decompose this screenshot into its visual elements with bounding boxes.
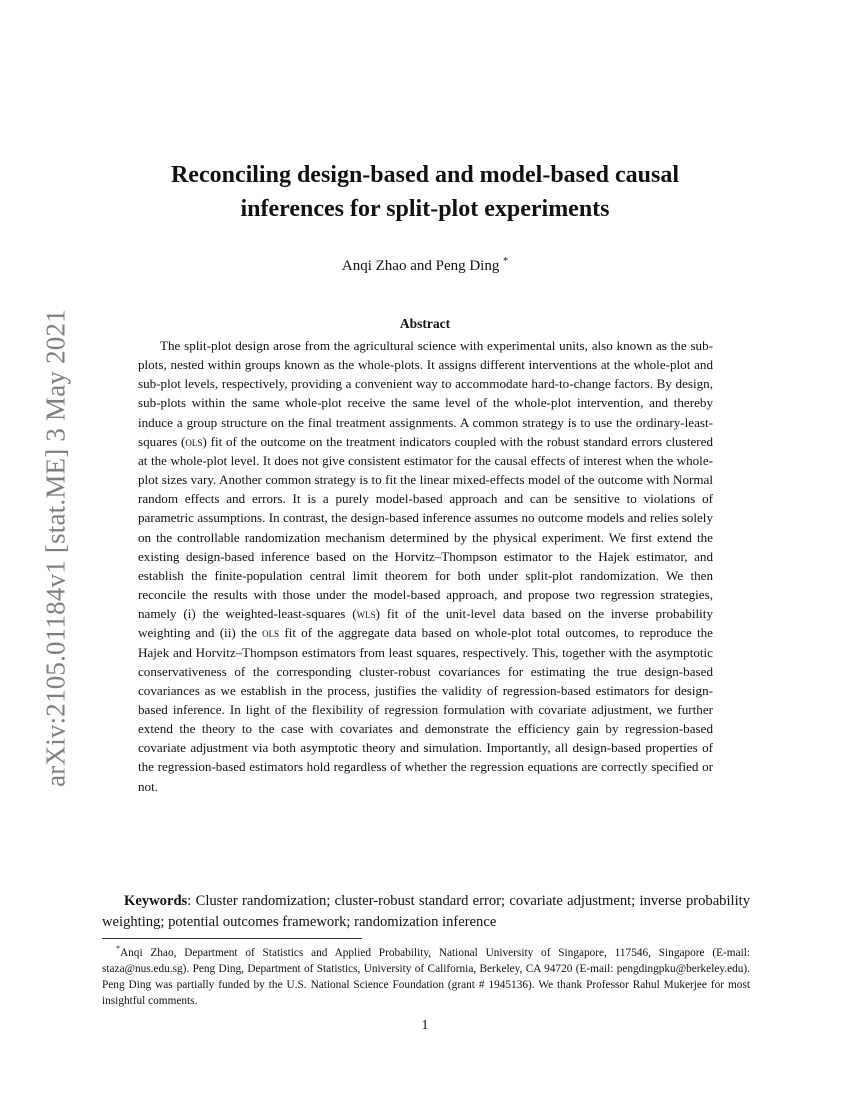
- keywords-paragraph: [102, 891, 750, 933]
- footnote-mark: *: [116, 944, 120, 953]
- abstract-acronym-wls: wls: [356, 606, 376, 622]
- abstract-text-part-1: The split-plot design arose from the agricultural science with experimental units, also known as the sub-plots, nested within groups known as the whole-plots. It assigns different interventions at the whole-plot and sub-plot levels, respectively, providing a convenient way to accommodate hard-to-change factors. By design, sub-plots within the same whole-plot receive the same level of the whole-plot intervention, and thereby induce a group structure on the final treatment assignments. A common strategy is to use the ordinary-least-squares (: [138, 338, 713, 449]
- abstract-body: [138, 336, 713, 796]
- keywords-label: Keywords: [124, 893, 188, 909]
- abstract-acronym-ols: ols: [185, 433, 203, 449]
- author-footnote-mark: *: [503, 256, 509, 267]
- abstract-acronym-ols-2: ols: [262, 625, 280, 641]
- author-names: Anqi Zhao and Peng Ding: [341, 258, 500, 274]
- paper-title: [100, 158, 750, 226]
- author-footnote: [102, 941, 750, 1010]
- author-line: [100, 252, 750, 276]
- abstract-text-part-2: ) fit of the outcome on the treatment indicators coupled with the robust standard errors clustered at the whole-plot level. It does not give consistent estimator for the causal effects of interest when the whole-plot sizes vary. Another common strategy is to fit the linear mixed-effects model of the outcome with Normal random effects and errors. It is a purely model-based approach and can be sensitive to violations of parametric assumptions. In contrast, the design-based inference assumes no outcome models and relies solely on the controllable randomization mechanism determined by the physical experiment. We first extend the existing design-based inference based on the Horvitz–Thompson estimator to the Hajek estimator, and establish the finite-population central limit theorem for both under split-plot randomization. We then reconcile the results with those under the model-based approach, and propose two regression strategies, namely (i) the weighted-least-squares (: [138, 433, 713, 622]
- abstract-heading: Abstract: [399, 316, 451, 331]
- footnote-divider: [102, 938, 362, 939]
- abstract-text-part-3: ) fit of the unit-level data based on the inverse probability weighting and (ii) the: [138, 606, 713, 641]
- keywords-text: : Cluster randomization; cluster-robust standard error; covariate adjustment; inverse probability weighting; potential outcomes framework; randomization inference: [102, 893, 750, 930]
- paper-title-line-1: Reconciling design-based and model-based causal: [170, 162, 680, 188]
- abstract-text-part-4: fit of the aggregate data based on whole-plot total outcomes, to reproduce the Hajek and Horvitz–Thompson estimators from least squares, respectively. This, together with the asymptotic conservativeness of the corresponding cluster-robust covariances for estimating the true design-based covariances as we establish in the process, justifies the validity of regression-based estimators for design-based inference. In light of the flexibility of regression formulation with covariate adjustment, we further extend the theory to the case with covariates and demonstrate the efficiency gain by regression-based covariate adjustment via both asymptotic theory and simulation. Importantly, all design-based properties of the regression-based estimators hold regardless of whether the regression equations are correctly specified or not.: [138, 625, 713, 794]
- footnote-text: Anqi Zhao, Department of Statistics and Applied Probability, National University of Singapore, 117546, Singapore (E-mail: staza@nus.edu.sg). Peng Ding, Department of Statistics, University of California, Berkeley, CA 94720 (E-mail: pengdingpku@berkeley.edu). Peng Ding was partially funded by the U.S. National Science Foundation (grant # 1945136). We thank Professor Rahul Mukerjee for most insightful comments.: [102, 946, 750, 1008]
- paper-title-line-2: inferences for split-plot experiments: [240, 196, 610, 222]
- page-number: 1: [421, 1018, 429, 1033]
- arxiv-identifier-stamp: arXiv:2105.01184v1 [stat.ME] 3 May 2021: [40, 309, 71, 787]
